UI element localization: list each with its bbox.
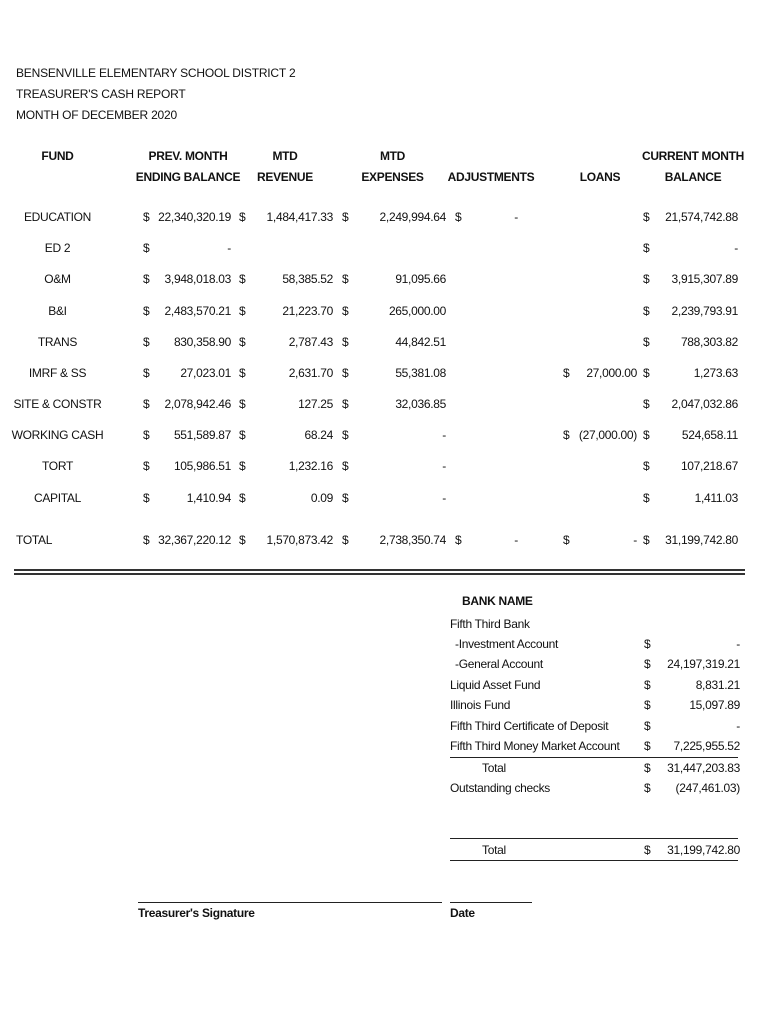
bank-line-value: 24,197,319.21 [667,657,740,671]
bank-line [450,614,750,634]
dollar-sign: $ [643,459,650,473]
total-underline [450,860,738,861]
mtd-revenue: 0.09 [310,491,333,505]
prev-balance: 22,340,320.19 [158,210,231,224]
fund-row [0,456,770,476]
dollar-sign: $ [239,428,246,442]
fund-row [0,394,770,414]
prev-balance: 105,986.51 [173,459,231,473]
dollar-sign: $ [143,491,150,505]
prev-balance: 2,078,942.46 [164,397,231,411]
total-prev-balance: 32,367,220.12 [158,533,231,547]
loans: 27,000.00 [586,366,637,380]
bank-final-total [450,840,750,860]
fund-row [0,269,770,289]
bank-line-label: -General Account [455,657,543,671]
prev-balance: 27,023.01 [180,366,231,380]
dollar-sign: $ [143,241,150,255]
dollar-sign: $ [563,428,570,442]
mtd-revenue: 68.24 [304,428,333,442]
mtd-revenue: 1,484,417.33 [266,210,333,224]
total-loans: - [633,533,637,547]
current-balance: 21,574,742.88 [665,210,738,224]
mtd-revenue: 2,631.70 [288,366,333,380]
dollar-sign: $ [342,335,349,349]
bank-name-heading: BANK NAME [462,594,533,608]
col-current-balance-line2: BALANCE [664,170,722,184]
dollar-sign: $ [643,335,650,349]
dollar-sign: $ [239,491,246,505]
dollar-sign: $ [644,657,651,671]
fund-name: TRANS [37,335,78,349]
mtd-expenses: - [442,428,446,442]
fund-row [0,488,770,508]
total-mtd-revenue: 1,570,873.42 [266,533,333,547]
mtd-revenue: 58,385.52 [282,272,333,286]
mtd-expenses: - [442,459,446,473]
dollar-sign: $ [143,397,150,411]
bank-line-value: 15,097.89 [689,698,740,712]
dollar-sign: $ [342,533,349,547]
current-balance: 2,239,793.91 [671,304,738,318]
fund-row [0,207,770,227]
dollar-sign: $ [644,781,651,795]
bank-subtotal-value: 31,447,203.83 [667,761,740,775]
bank-line [450,695,750,715]
total-rule [450,838,738,839]
total-mtd-expenses: 2,738,350.74 [379,533,446,547]
dollar-sign: $ [143,304,150,318]
dollar-sign: $ [643,533,650,547]
dollar-sign: $ [239,397,246,411]
fund-row [0,238,770,258]
fund-row [0,425,770,445]
dollar-sign: $ [563,533,570,547]
bank-line-label: Fifth Third Certificate of Deposit [450,719,609,733]
col-mtd-revenue [250,146,320,188]
mtd-expenses: 32,036.85 [395,397,446,411]
col-prev-month-line2: ENDING BALANCE [135,170,241,184]
col-mtd-revenue-line2: REVENUE [257,170,313,184]
fund-name: IMRF & SS [28,366,87,380]
dollar-sign: $ [239,335,246,349]
mtd-expenses: - [442,491,446,505]
bank-line-value: - [736,719,740,733]
bank-subtotal [450,758,750,778]
dollar-sign: $ [643,272,650,286]
treasurer-signature-label: Treasurer's Signature [138,906,255,920]
mtd-expenses: 265,000.00 [388,304,446,318]
dollar-sign: $ [455,210,462,224]
current-balance: 3,915,307.89 [671,272,738,286]
col-current-balance [638,146,748,188]
fund-row [0,363,770,383]
report-month: MONTH OF DECEMBER 2020 [16,108,177,122]
dollar-sign: $ [342,366,349,380]
prev-balance: 1,410.94 [186,491,231,505]
mtd-expenses: 2,249,994.64 [379,210,446,224]
dollar-sign: $ [342,491,349,505]
mtd-expenses: 91,095.66 [395,272,446,286]
dollar-sign: $ [643,491,650,505]
bank-line-label: Fifth Third Bank [450,617,530,631]
total-label: TOTAL [16,533,53,547]
col-mtd-revenue-line1: MTD [272,149,298,163]
mtd-revenue: 127.25 [298,397,333,411]
prev-balance: 830,358.90 [173,335,231,349]
mtd-expenses: 55,381.08 [395,366,446,380]
dollar-sign: $ [563,366,570,380]
mtd-revenue: 2,787.43 [288,335,333,349]
bank-line-label: Outstanding checks [450,781,550,795]
dollar-sign: $ [239,272,246,286]
fund-name: ED 2 [44,241,71,255]
dollar-sign: $ [342,428,349,442]
bank-line-label: Liquid Asset Fund [450,678,541,692]
dollar-sign: $ [644,698,651,712]
col-current-balance-line1: CURRENT MONTH [641,149,745,163]
dollar-sign: $ [644,637,651,651]
current-balance: 107,218.67 [680,459,738,473]
dollar-sign: $ [239,366,246,380]
fund-name: CAPITAL [33,491,82,505]
bank-final-value: 31,199,742.80 [667,843,740,857]
report-title: TREASURER'S CASH REPORT [16,87,186,101]
dollar-sign: $ [143,459,150,473]
bank-line [450,716,750,736]
mtd-revenue: 1,232.16 [288,459,333,473]
dollar-sign: $ [143,335,150,349]
bank-line-label: -Investment Account [455,637,559,651]
dollar-sign: $ [455,533,462,547]
dollar-sign: $ [643,210,650,224]
col-fund: FUND [41,149,74,163]
dollar-sign: $ [643,241,650,255]
fund-name: O&M [44,272,71,286]
prev-balance: 3,948,018.03 [164,272,231,286]
dollar-sign: $ [239,533,246,547]
dollar-sign: $ [644,761,651,775]
signature-line [138,902,442,903]
dollar-sign: $ [342,397,349,411]
fund-name: EDUCATION [23,210,92,224]
col-loans: LOANS [579,170,621,184]
dollar-sign: $ [239,304,246,318]
bank-line-value: (247,461.03) [675,781,740,795]
total-row [0,530,770,550]
dollar-sign: $ [643,304,650,318]
fund-name: B&I [48,304,67,318]
total-current-balance: 31,199,742.80 [665,533,738,547]
adjustments: - [514,210,518,224]
double-rule [14,569,745,575]
bank-line-label: Fifth Third Money Market Account [450,739,620,753]
dollar-sign: $ [644,678,651,692]
col-mtd-expenses-line1: MTD [379,149,406,163]
dollar-sign: $ [143,210,150,224]
fund-name: WORKING CASH [11,428,104,442]
dollar-sign: $ [643,366,650,380]
mtd-revenue: 21,223.70 [282,304,333,318]
mtd-expenses: 44,842.51 [395,335,446,349]
dollar-sign: $ [342,459,349,473]
dollar-sign: $ [644,739,651,753]
bank-line [450,654,750,674]
prev-balance: - [227,241,231,255]
current-balance: 524,658.11 [681,428,738,442]
date-label: Date [450,906,475,920]
fund-row [0,332,770,352]
dollar-sign: $ [143,428,150,442]
dollar-sign: $ [342,210,349,224]
bank-line-value: 8,831.21 [695,678,740,692]
bank-line-value: - [736,637,740,651]
bank-line [450,736,750,756]
dollar-sign: $ [143,533,150,547]
bank-line [450,778,750,798]
bank-final-label: Total [482,843,506,857]
col-adjustments: ADJUSTMENTS [447,170,535,184]
dollar-sign: $ [239,210,246,224]
dollar-sign: $ [143,366,150,380]
current-balance: - [734,241,738,255]
current-balance: 788,303.82 [680,335,738,349]
date-line [450,902,532,903]
current-balance: 1,411.03 [694,491,738,505]
col-mtd-expenses-line2: EXPENSES [361,170,424,184]
dollar-sign: $ [644,719,651,733]
dollar-sign: $ [239,459,246,473]
fund-row [0,301,770,321]
current-balance: 1,273.63 [693,366,738,380]
col-mtd-expenses [355,146,430,188]
district-name: BENSENVILLE ELEMENTARY SCHOOL DISTRICT 2 [16,66,296,80]
dollar-sign: $ [644,843,651,857]
prev-balance: 551,589.87 [173,428,231,442]
dollar-sign: $ [342,272,349,286]
current-balance: 2,047,032.86 [671,397,738,411]
loans: (27,000.00) [578,428,637,442]
fund-name: SITE & CONSTR [13,397,102,411]
bank-line [450,675,750,695]
col-prev-month [128,146,248,188]
bank-line-label: Illinois Fund [450,698,511,712]
dollar-sign: $ [342,304,349,318]
bank-subtotal-label: Total [482,761,506,775]
total-adjustments: - [514,533,518,547]
prev-balance: 2,483,570.21 [164,304,231,318]
dollar-sign: $ [143,272,150,286]
dollar-sign: $ [643,397,650,411]
fund-name: TORT [41,459,74,473]
col-prev-month-line1: PREV. MONTH [148,149,228,163]
dollar-sign: $ [643,428,650,442]
bank-line [450,634,750,654]
bank-line-value: 7,225,955.52 [673,739,740,753]
